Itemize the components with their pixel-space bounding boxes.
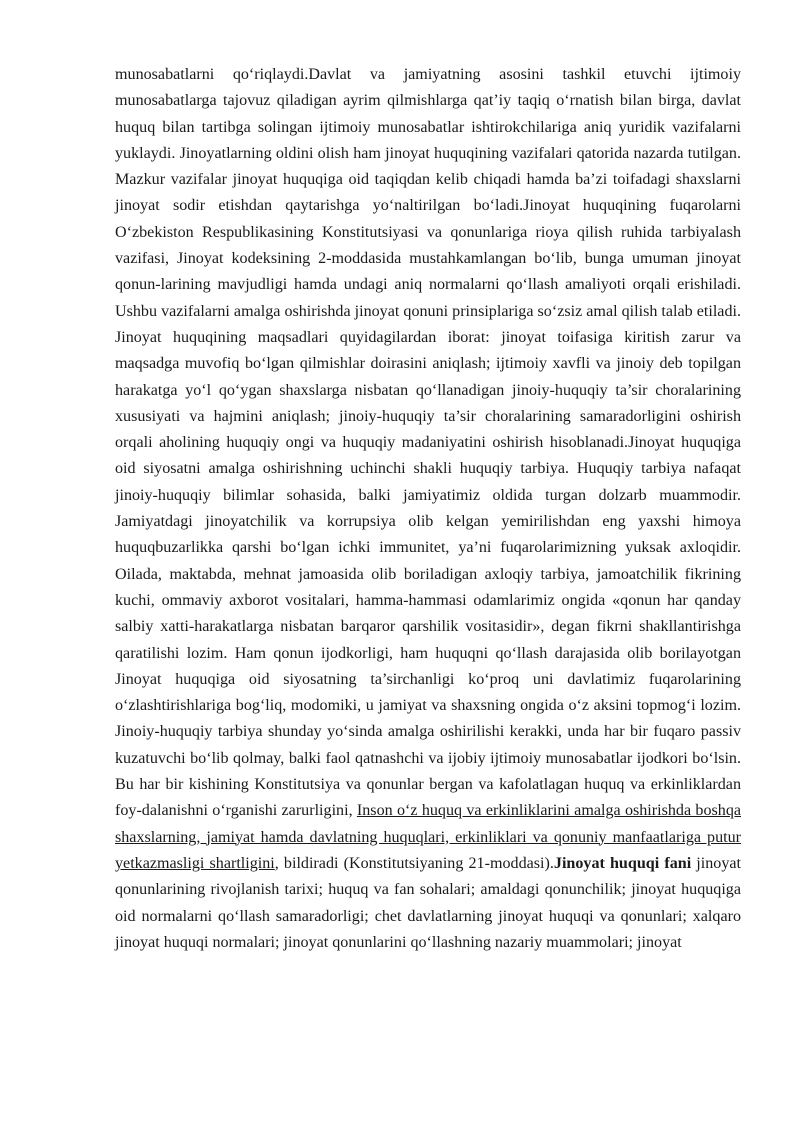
paragraph-text-continued: , bildiradi (Konstitutsiyaning 21-moddasi).: [274, 854, 554, 872]
paragraph-text-tail: jinoyat qonunlarining rivojlanish tarixi; huquq va fan sohalari; amaldagi qonunchilik; jinoyat huquqiga oid normalarni qo‘llash samaradorligi; chet davlatlarning jinoyat huquqi va qonunlari; xalqaro jinoyat huquqi normalari; jinoyat qonunlarini qo‘llashning nazariy muammolari; jinoyat: [115, 854, 741, 951]
document-page: [115, 62, 741, 956]
body-paragraph: [115, 62, 741, 956]
paragraph-text: munosabatlarni qo‘riqlaydi.Davlat va jamiyatning asosini tashkil etuvchi ijtimoiy munosabatlarga tajovuz qiladigan ayrim qilmishlarga qat’iy taqiq o‘rnatish bilan birga, davlat huquq bilan tartibga solingan ijtimoiy munosabatlar ishtirokchilariga aniq yuridik vazifalarni yuklaydi. Jinoyatlarning oldini olish ham jinoyat huquqining vazifalari qatorida nazarda tutilgan. Mazkur vazifalar jinoyat huquqiga oid taqiqdan kelib chiqadi hamda ba’zi toifadagi shaxslarni jinoyat sodir etishdan qaytarishga yo‘naltirilgan bo‘ladi.Jinoyat huquqining fuqarolarni O‘zbekiston Respublikasining Konstitutsiyasi va qonunlariga rioya qilish ruhida tarbiyalash vazifasi, Jinoyat kodeksining 2-moddasida mustahkamlangan bo‘lib, bunga umuman jinoyat qonun-larining mavjudligi hamda undagi aniq normalarni qo‘llash amaliyoti orqali erishiladi. Ushbu vazifalarni amalga oshirishda jinoyat qonuni prinsiplariga so‘zsiz amal qilish talab etiladi. Jinoyat huquqining maqsadlari quyidagilardan iborat: jinoyat toifasiga kiritish zarur va maqsadga muvofiq bo‘lgan qilmishlar doirasini aniqlash; ijtimoiy xavfli va jinoiy deb topilgan harakatga yo‘l qo‘ygan shaxslarga nisbatan qo‘llanadigan jinoiy-huquqiy ta’sir choralarining xususiyati va hajmini aniqlash; jinoiy-huquqiy ta’sir choralarining samaradorligini oshirish orqali aholining huquqiy ongi va huquqiy madaniyatini oshirish hisoblanadi.Jinoyat huquqiga oid siyosatni amalga oshirishning uchinchi shakli huquqiy tarbiya. Huquqiy tarbiya nafaqat jinoiy-huquqiy bilimlar sohasida, balki jamiyatimiz oldida turgan dolzarb muammodir. Jamiyatdagi jinoyatchilik va korrupsiya olib kelgan yemirilishdan eng yaxshi himoya huquqbuzarlikka qarshi bo‘lgan ichki immunitet, ya’ni fuqarolarimizning yuksak axloqidir. Oilada, maktabda, mehnat jamoasida olib boriladigan axloqiy tarbiya, jamoatchilik fikrining kuchi, ommaviy axborot vositalari, hamma-hammasi odamlarimiz ongida «qonun har qanday salbiy xatti-harakatlarga nisbatan barqaror qarshilik vositasidir», degan fikrni shakllantirishga qaratilishi lozim. Ham qonun ijodkorligi, ham huquqni qo‘llash darajasida olib borilayotgan Jinoyat huquqiga oid siyosatning ta’sirchanligi ko‘proq uni davlatimiz fuqarolarining o‘zlashtirishlariga bog‘liq, modomiki, u jamiyat va shaxsning ongida o‘z aksini topmog‘i lozim. Jinoiy-huquqiy tarbiya shunday yo‘sinda amalga oshirilishi kerakki, unda har bir fuqaro passiv kuzatuvchi bo‘lib qolmay, balki faol qatnashchi va ijobiy ijtimoiy munosabatlar ijodkori bo‘lsin. Bu har bir kishining Konstitutsiya va qonunlar bergan va kafolatlagan huquq va erkinliklardan foy-dalanishni o‘rganishi zarurligini,: [115, 66, 741, 820]
underlined-quote: Inson o‘z huquq va erkinliklarini amalga oshirishda boshqa shaxslarning, jamiyat hamda davlatning huquqlari, erkinliklari va qonuniy manfaatlariga putur yetkazmasligi shartligini: [115, 802, 742, 872]
bold-term: Jinoyat huquqi fani: [553, 854, 692, 872]
